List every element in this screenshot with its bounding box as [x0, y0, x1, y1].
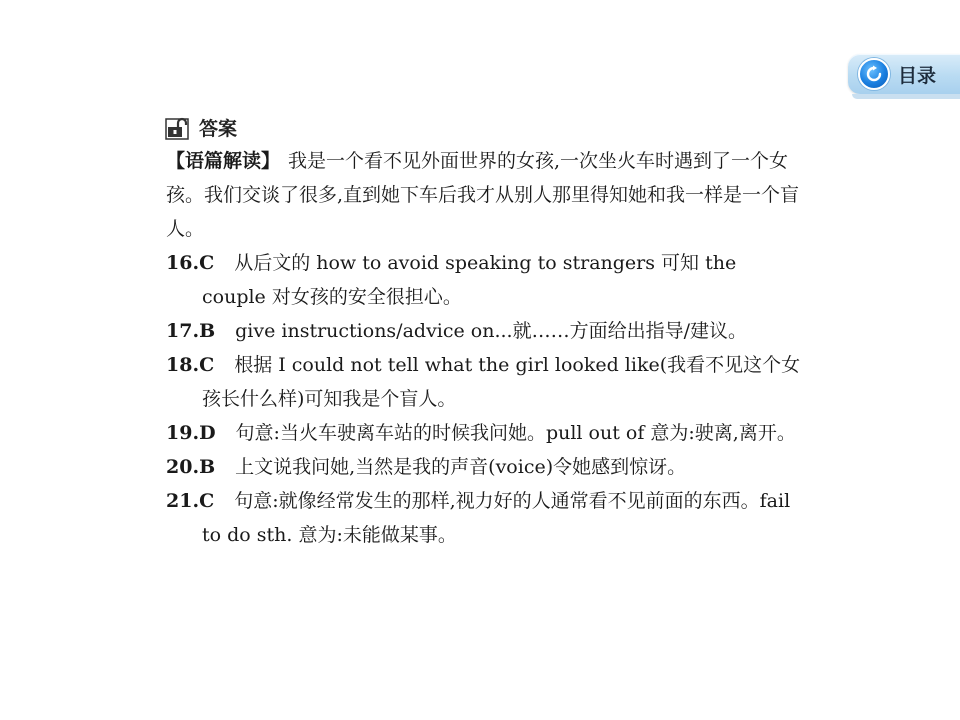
answer-item-19	[166, 416, 806, 450]
answer-title: 答案	[199, 118, 238, 140]
refresh-icon	[858, 58, 890, 90]
answer-content	[166, 144, 806, 552]
item-number: 19.	[166, 422, 200, 444]
item-answer: D	[199, 422, 216, 444]
passage-summary	[166, 144, 806, 246]
passage-text: 我是一个看不见外面世界的女孩,一次坐火车时遇到了一个女孩。我们交谈了很多,直到她下车后我才从别人那里得知她和我一样是一个盲人。	[166, 150, 800, 240]
item-explanation: 句意:就像经常发生的那样,视力好的人通常看不见前面的东西。fail to do sth. 意为:未能做某事。	[202, 490, 791, 546]
answer-item-18	[166, 348, 806, 416]
item-explanation: 从后文的 how to avoid speaking to strangers 可知 the couple 对女孩的安全很担心。	[202, 252, 737, 308]
answer-item-16	[166, 246, 806, 314]
toc-label: 目录	[898, 64, 937, 87]
item-answer: C	[199, 490, 215, 512]
item-answer: C	[199, 252, 215, 274]
item-number: 17.	[166, 320, 200, 342]
passage-tag: 【语篇解读】	[166, 150, 281, 172]
item-number: 21.	[166, 490, 200, 512]
answer-item-21	[166, 484, 806, 552]
answer-item-20	[166, 450, 806, 484]
unlock-icon	[165, 116, 189, 140]
answer-heading	[165, 114, 237, 141]
item-answer: B	[199, 320, 216, 342]
item-explanation: 根据 I could not tell what the girl looked like(我看不见这个女孩长什么样)可知我是个盲人。	[202, 354, 801, 410]
item-explanation: 上文说我问她,当然是我的声音(voice)令她感到惊讶。	[235, 456, 687, 478]
answer-list	[166, 246, 806, 552]
toc-button[interactable]	[848, 54, 960, 94]
item-number: 20.	[166, 456, 200, 478]
item-explanation: 句意:当火车驶离车站的时候我问她。pull out of 意为:驶离,离开。	[235, 422, 796, 444]
item-explanation: give instructions/advice on...就……方面给出指导/建议。	[235, 320, 748, 342]
item-answer: B	[199, 456, 216, 478]
item-answer: C	[199, 354, 215, 376]
answer-item-17	[166, 314, 806, 348]
item-number: 18.	[166, 354, 200, 376]
item-number: 16.	[166, 252, 200, 274]
